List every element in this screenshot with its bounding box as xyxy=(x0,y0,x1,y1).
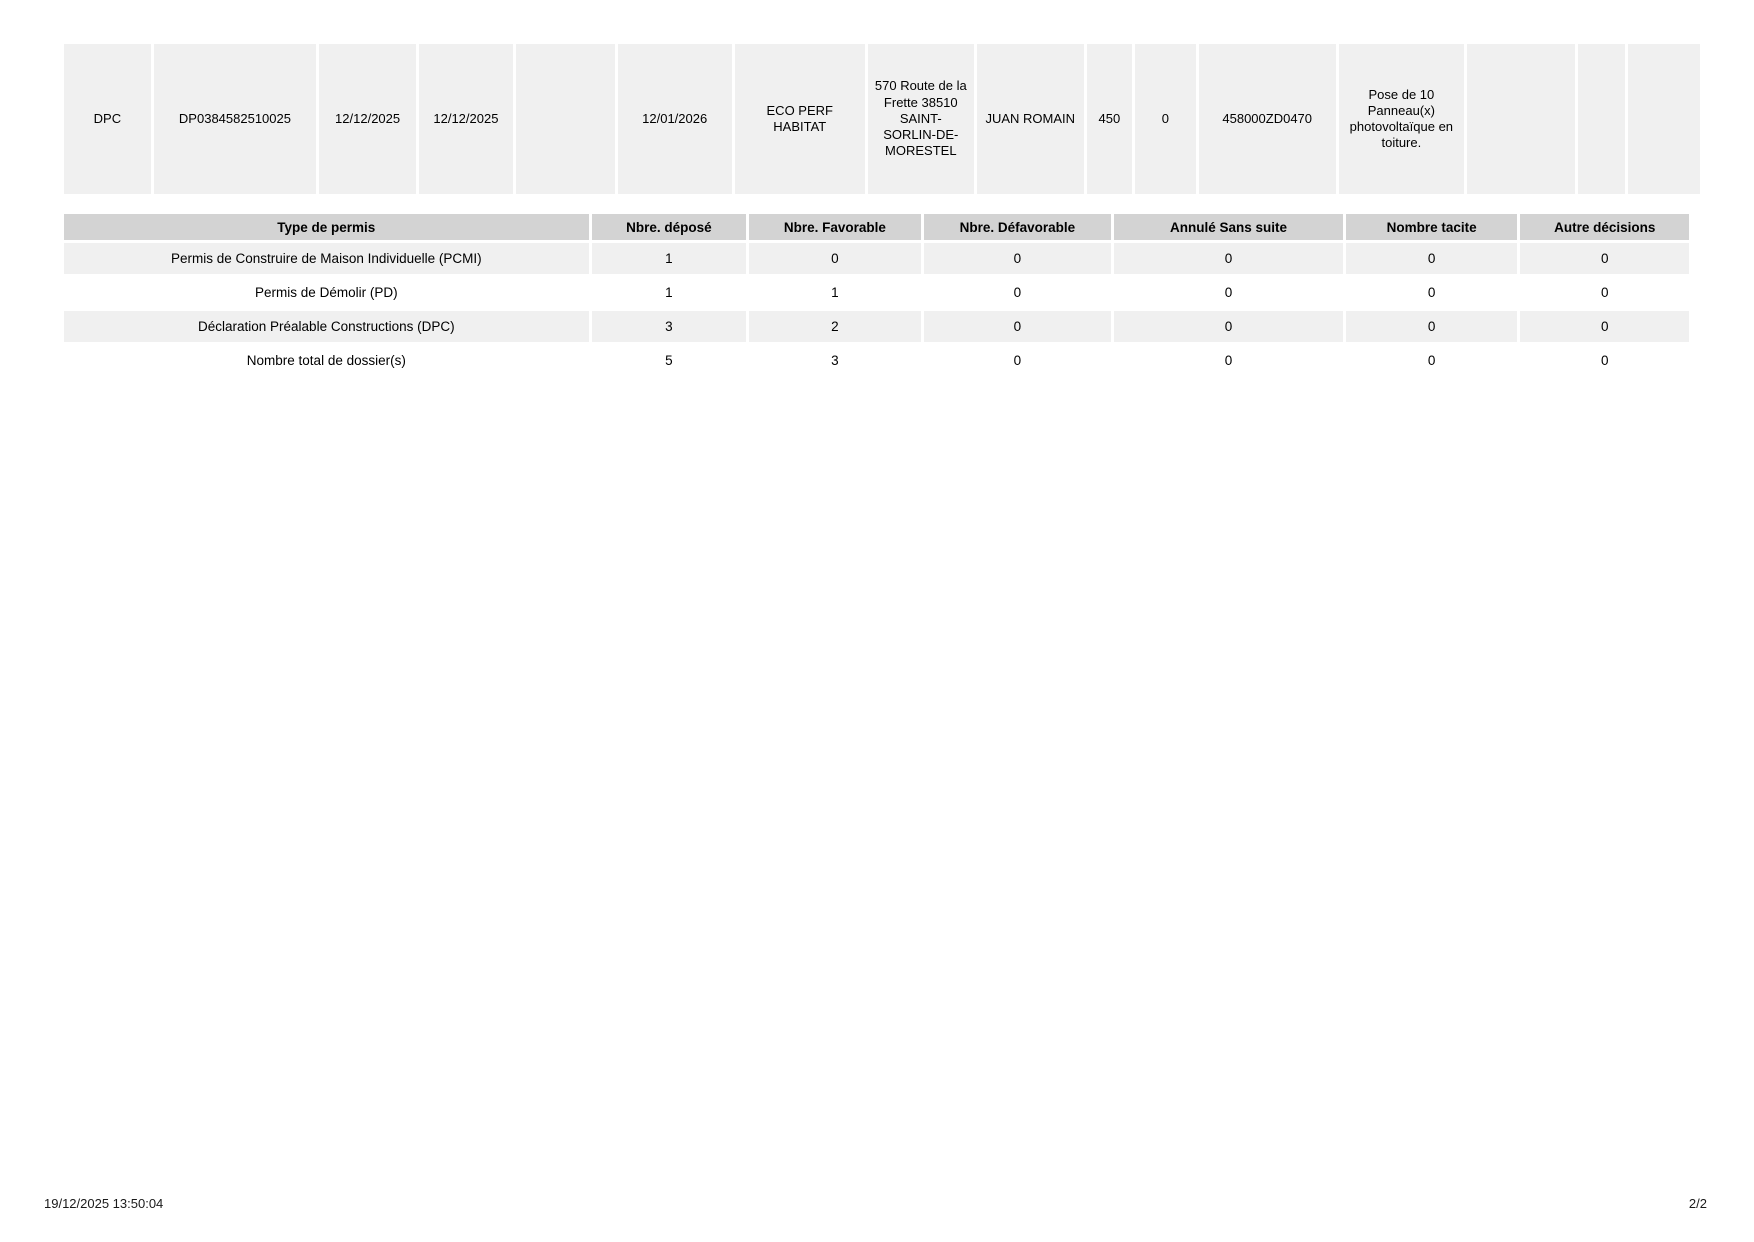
summary-value: 1 xyxy=(665,285,673,300)
summary-row-total xyxy=(64,345,1689,376)
footer-page-number: 2/2 xyxy=(1688,1196,1707,1211)
summary-value: 0 xyxy=(1346,243,1518,274)
summary-value: 0 xyxy=(1346,311,1518,342)
summary-value: 0 xyxy=(1600,353,1609,368)
dossier-cell-address: 570 Route de la Frette 38510 SAINT-SORLIN-DE-MORESTEL xyxy=(868,44,974,194)
summary-value: 5 xyxy=(665,353,673,368)
dossier-cell-locality: JUAN ROMAIN xyxy=(977,44,1084,194)
dossier-cell-surface: 450 xyxy=(1087,44,1132,194)
summary-value: 1 xyxy=(831,285,839,300)
summary-header-tacite: Nombre tacite xyxy=(1346,214,1518,240)
summary-value: 0 xyxy=(1520,243,1689,274)
summary-value: 0 xyxy=(1013,353,1022,368)
summary-header-depose: Nbre. déposé xyxy=(592,214,746,240)
summary-header-autre: Autre décisions xyxy=(1520,214,1689,240)
dossier-cell-date-2: 12/12/2025 xyxy=(419,44,513,194)
dossier-cell-date-3: 12/01/2026 xyxy=(618,44,732,194)
footer-timestamp: 19/12/2025 13:50:04 xyxy=(44,1196,164,1211)
summary-row-label: Déclaration Préalable Constructions (DPC) xyxy=(64,311,589,342)
summary-row-pcmi xyxy=(64,243,1689,274)
dossier-cell-zero: 0 xyxy=(1135,44,1196,194)
summary-table xyxy=(61,211,1692,379)
dossier-cell-parcel: 458000ZD0470 xyxy=(1199,44,1336,194)
dossier-row xyxy=(64,44,1700,194)
summary-row-label: Nombre total de dossier(s) xyxy=(246,353,406,368)
dossier-cell-dossier-number: DP0384582510025 xyxy=(154,44,316,194)
dossier-cell-date-1: 12/12/2025 xyxy=(319,44,416,194)
summary-value: 0 xyxy=(1013,285,1022,300)
summary-row-dpc xyxy=(64,311,1689,342)
summary-header-defavorable: Nbre. Défavorable xyxy=(924,214,1112,240)
summary-value: 0 xyxy=(1114,311,1343,342)
summary-value: 0 xyxy=(1224,353,1233,368)
dossier-cell-empty-1 xyxy=(516,44,615,194)
dossier-table xyxy=(61,41,1703,197)
summary-value: 0 xyxy=(924,311,1112,342)
dossier-cell-empty-2 xyxy=(1467,44,1575,194)
summary-value: 0 xyxy=(1224,285,1233,300)
summary-row-label: Permis de Démolir (PD) xyxy=(255,285,398,300)
dossier-cell-applicant: ECO PERF HABITAT xyxy=(735,44,865,194)
dossier-cell-empty-4 xyxy=(1628,44,1700,194)
dossier-cell-description: Pose de 10 Panneau(x) photovoltaïque en toiture. xyxy=(1339,44,1464,194)
summary-value: 0 xyxy=(1600,285,1609,300)
summary-header-row xyxy=(64,214,1689,240)
summary-value: 2 xyxy=(749,311,921,342)
dossier-cell-empty-3 xyxy=(1578,44,1625,194)
summary-header-annule: Annulé Sans suite xyxy=(1114,214,1343,240)
dossier-cell-permit-type: DPC xyxy=(64,44,151,194)
summary-value: 0 xyxy=(924,243,1112,274)
summary-value: 3 xyxy=(592,311,746,342)
summary-value: 3 xyxy=(831,353,839,368)
summary-value: 0 xyxy=(1427,353,1436,368)
summary-value: 0 xyxy=(1520,311,1689,342)
summary-header-favorable: Nbre. Favorable xyxy=(749,214,921,240)
summary-header-type: Type de permis xyxy=(64,214,589,240)
summary-value: 0 xyxy=(1427,285,1436,300)
summary-value: 0 xyxy=(749,243,921,274)
summary-row-label: Permis de Construire de Maison Individuelle (PCMI) xyxy=(64,243,589,274)
summary-row-pd xyxy=(64,277,1689,308)
summary-value: 0 xyxy=(1114,243,1343,274)
summary-value: 1 xyxy=(592,243,746,274)
